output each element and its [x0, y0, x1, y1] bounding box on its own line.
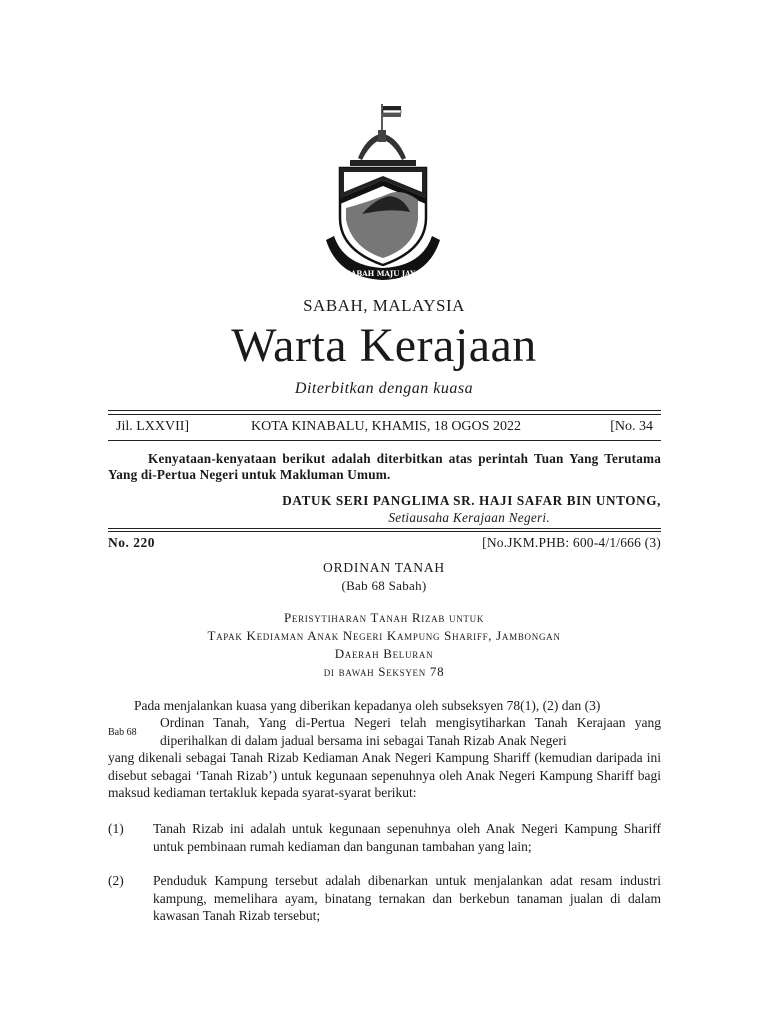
- top-double-rule-2: [108, 414, 661, 415]
- issue-bottom-rule: [108, 440, 661, 441]
- gazette-title: Warta Kerajaan: [231, 319, 537, 372]
- notice-heading-line-1: Perisytiharan Tanah Rizab untuk: [283, 610, 485, 625]
- paragraph-part-3: yang dikenali sebagai Tanah Rizab Kediaman Anak Negeri Kampung Shariff (kemudian daripada ini disebut sebagai ‘Tanah Rizab’) untuk kegunaan sepenuhnya oleh Anak Negeri Kampung Shariff bagi maksud kediaman tertakluk kepada syarat-syarat berikut:: [108, 750, 661, 800]
- paragraph-part-1: Pada menjalankan kuasa yang diberikan kepadanya oleh subseksyen 78(1), (2) dan (3): [134, 698, 601, 713]
- sabah-coat-of-arms-logo: [318, 100, 448, 290]
- country-heading: SABAH, MALAYSIA: [303, 296, 465, 315]
- notice-double-rule-2: [108, 531, 661, 532]
- condition-number: (2): [108, 873, 124, 888]
- top-double-rule-1: [108, 410, 661, 411]
- announcement-text: Kenyataan-kenyataan berikut adalah diterbitkan atas perintah Tuan Yang Terutama Yang di-Pertua Negeri untuk Makluman Umum.: [108, 451, 661, 482]
- notice-reference: [No.JKM.PHB: 600-4/1/666 (3): [482, 535, 661, 550]
- act-title: ORDINAN TANAH: [323, 560, 445, 575]
- signer-title: Setiausaha Kerajaan Negeri.: [388, 510, 550, 525]
- condition-text: Penduduk Kampung tersebut adalah dibenarkan untuk menjalankan adat resam industri kampung, memelihara ayam, binatang ternakan dan berkebun tanaman jualan di dalam kawasan Tanah Rizab tersebut;: [153, 873, 661, 923]
- notice-heading-line-3: Daerah Beluran: [334, 646, 434, 661]
- condition-number: (1): [108, 821, 124, 836]
- notice-number: No. 220: [108, 535, 155, 550]
- issue-number: [No. 34: [610, 419, 653, 434]
- place-date: KOTA KINABALU, KHAMIS, 18 OGOS 2022: [251, 419, 521, 434]
- notice-heading-line-2: Tapak Kediaman Anak Negeri Kampung Shariff, Jambongan: [207, 628, 561, 643]
- act-chapter: (Bab 68 Sabah): [341, 578, 427, 593]
- notice-heading-line-4: di bawah Seksyen 78: [323, 664, 445, 679]
- notice-double-rule-1: [108, 528, 661, 529]
- paragraph-part-2: Ordinan Tanah, Yang di-Pertua Negeri telah mengisytiharkan Tanah Kerajaan yang diperihalkan di dalam jadual bersama ini sebagai Tanah Rizab Anak Negeri: [160, 715, 661, 748]
- notice-header: [108, 535, 661, 553]
- margin-note: Bab 68: [108, 727, 137, 738]
- gazette-subtitle: Diterbitkan dengan kuasa: [294, 380, 474, 397]
- issue-line: [108, 419, 661, 437]
- condition-text: Tanah Rizab ini adalah untuk kegunaan sepenuhnya oleh Anak Negeri Kampung Shariff untuk pembinaan rumah kediaman dan bangunan tambahan yang lain;: [153, 821, 661, 854]
- signer-name: DATUK SERI PANGLIMA SR. HAJI SAFAR BIN UNTONG,: [282, 493, 661, 508]
- crest-motto: SABAH MAJU JAYA: [345, 269, 421, 278]
- volume-label: Jil. LXXVII]: [116, 419, 190, 434]
